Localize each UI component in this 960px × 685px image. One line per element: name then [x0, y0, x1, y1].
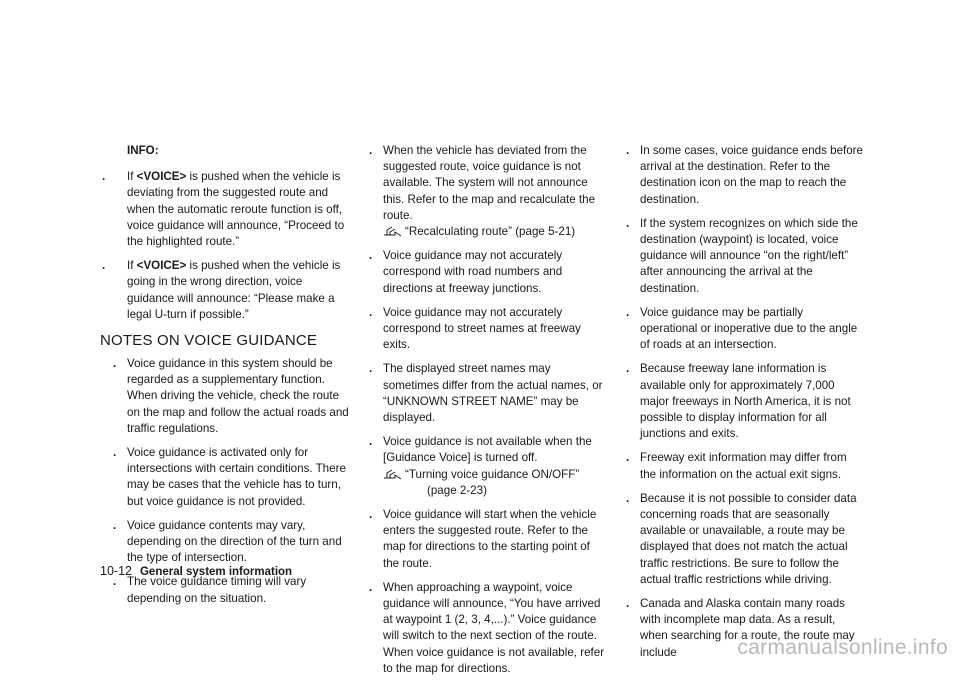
bullet: .: [113, 446, 117, 460]
note-item-11: . When approaching a waypoint, voice guidance will announce, “You have arrived at waypoint 1 (2, 3, 4,...).” Voice guidance will switch to the next section of the route. When voice guidance is not available, refer to the map for directions.: [369, 580, 605, 675]
note-item-13: . If the system recognizes on which side the destination (waypoint) is located, voice guidance will announce “on the right/left” after announcing the arrival at the destination.: [626, 216, 858, 295]
bullet: .: [369, 435, 373, 449]
info-item-2: . If <VOICE> is pushed when the vehicle is going in the wrong direction, voice guidance will announce: “Please make a legal U-turn if possible.”: [102, 259, 341, 321]
bullet: .: [369, 144, 373, 157]
bullet: .: [113, 357, 117, 371]
bullet: .: [626, 362, 630, 376]
note-item-6: . Voice guidance may not accurately correspond with road numbers and directions at freeway junctions.: [369, 249, 563, 295]
section-title: NOTES ON VOICE GUIDANCE: [100, 332, 318, 350]
voice-button-label: <VOICE>: [136, 259, 187, 273]
bullet: .: [626, 216, 630, 230]
note-item-3: . Voice guidance contents may vary, depending on the direction of the turn and the type of intersection.: [113, 518, 342, 565]
page-number: 10-12: [100, 564, 132, 578]
column-1: [100, 143, 350, 615]
note-item-18: . Canada and Alaska contain many roads with incomplete map data. As a result, when searching for a route, the route may include: [626, 597, 855, 659]
page-reference[interactable]: “Recalculating route” (page 5-21): [383, 224, 606, 240]
note-item-2: . Voice guidance is activated only for intersections with certain conditions. There may be cases that the vehicle has to turn, but voice guidance is not provided.: [113, 446, 346, 508]
note-item-8: . The displayed street names may sometimes differ from the actual names, or “UNKNOWN STREET NAME” may be displayed.: [369, 362, 603, 425]
bullet: .: [369, 580, 373, 594]
note-item-15: . Because freeway lane information is available only for approximately 7,000 major freeways in North America, it is not possible to display information for all junctions and exits.: [626, 362, 851, 441]
note-item-7: . Voice guidance may not accurately correspond to street names at freeway exits.: [369, 305, 581, 352]
note-item-16: . Freeway exit information may differ from the information on the actual exit signs.: [626, 451, 847, 481]
reference-arrow-icon: [383, 469, 403, 480]
reference-arrow-icon: [383, 226, 403, 237]
bullet: .: [369, 362, 373, 376]
info-item-1: . If <VOICE> is pushed when the vehicle is deviating from the suggested route and when the automatic reroute function is off, voice guidance will announce, “Proceed to the highlighted route.”: [102, 170, 345, 249]
note-item-14: . Voice guidance may be partially operational or inoperative due to the angle of roads at an intersection.: [626, 305, 858, 352]
bullet: .: [113, 575, 117, 589]
note-item-4: . The voice guidance timing will vary depending on the situation.: [113, 575, 307, 605]
bullet: .: [369, 508, 373, 522]
info-heading: INFO:: [127, 144, 159, 157]
bullet: .: [113, 518, 117, 532]
page-footer: [100, 563, 292, 580]
bullet: .: [626, 451, 630, 465]
column-2: [356, 143, 606, 685]
chapter-title: General system information: [139, 566, 293, 578]
bullet: .: [102, 170, 106, 184]
watermark: carmanualsonline.info: [737, 636, 948, 659]
bullet: .: [369, 249, 373, 263]
note-item-17: . Because it is not possible to consider data concerning roads that are seasonally available or unavailable, a route may be displayed that does not match the actual traffic restrictions. Be sure to follow the actual traffic restrictions while driving.: [626, 491, 857, 586]
bullet: .: [626, 491, 630, 505]
bullet: .: [626, 144, 630, 157]
note-item-5: . When the vehicle has deviated from the suggested route, voice guidance is not available. The system will not announce this. Refer to the map and recalculate the route. “Recalculating route” (page 5-21): [356, 143, 606, 240]
page-reference[interactable]: “Turning voice guidance ON/OFF” (page 2-23): [383, 467, 606, 499]
bullet: .: [626, 305, 630, 319]
column-3: [613, 143, 863, 669]
bullet: .: [369, 305, 373, 319]
bullet: .: [102, 259, 106, 273]
voice-button-label: <VOICE>: [136, 170, 187, 184]
bullet: .: [626, 597, 630, 611]
note-item-10: . Voice guidance will start when the vehicle enters the suggested route. Refer to the map for directions to the starting point of the route.: [369, 508, 597, 570]
note-item-9: . Voice guidance is not available when the [Guidance Voice] is turned off. “Turning voice guidance ON/OFF” (page 2-23): [356, 434, 606, 499]
note-item-12: . In some cases, voice guidance ends before arrival at the destination. Refer to the destination icon on the map to reach the destination.: [626, 144, 863, 206]
note-item-1: . Voice guidance in this system should be regarded as a supplementary function. When driving the vehicle, check the route on the map and follow the actual roads and traffic regulations.: [113, 357, 349, 435]
